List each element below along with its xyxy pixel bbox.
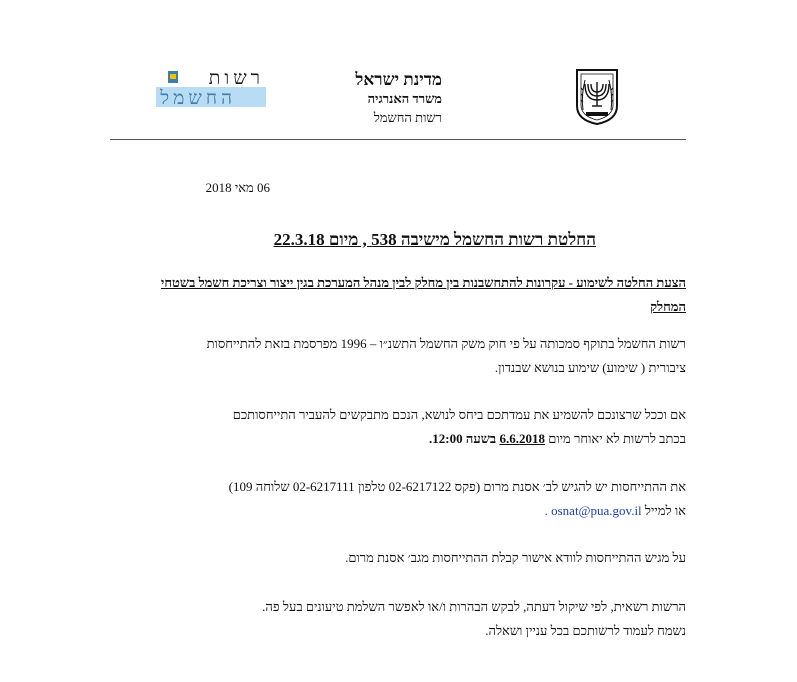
state-emblem-icon	[571, 66, 623, 126]
logo-line-2: החשמל	[160, 87, 236, 109]
paragraph-line	[130, 499, 686, 523]
header-divider	[110, 139, 686, 140]
paragraph-line: אם וככל שרצונכם להשמיע את עמדתכם ביחס לנושא, הנכם מתבקשים להעביר התייחסותכם	[232, 407, 686, 422]
ministry-header	[318, 70, 442, 127]
deadline-date: 6.6.2018	[499, 431, 545, 446]
state-name: מדינת ישראל	[355, 70, 442, 89]
paragraph-line: נשמח לעמוד לרשותכם בכל עניין ושאלה.	[485, 623, 686, 638]
paragraph-line	[130, 427, 686, 451]
paragraph-deadline	[130, 403, 686, 451]
paragraph-confirmation: על מגיש ההתייחסות לוודא אישור קבלת ההתייחסות מגב׳ אסנת מרום.	[345, 550, 686, 565]
document-title: החלטת רשות החשמל מישיבה 538 , מיום 22.3.18	[273, 230, 596, 249]
paragraph-intro	[130, 332, 686, 380]
email-prefix: או למייל	[641, 503, 686, 518]
document-date: 06 מאי 2018	[205, 180, 270, 195]
email-link[interactable]: osnat@pua.gov.il	[551, 503, 642, 518]
paragraph-line: את ההתייחסות יש להגיש לב׳ אסנת מרום (פקס 02-6217122 טלפון 02-6217111 שלוחה 109)	[228, 479, 686, 494]
deadline-time: בשעה 12:00.	[429, 431, 500, 446]
logo-line-1: רשות	[208, 67, 264, 89]
ministry-name: משרד האנרגיה	[367, 91, 442, 106]
paragraph-line: הרשות רשאית, לפי שיקול דעתה, לבקש הבהרות ו/או לאפשר השלמת טיעונים בעל פה.	[262, 599, 686, 614]
document-subject: הצעת החלטה לשימוע - עקרונות להתחשבנות בין מחלק לבין מנהל המערכת בגין ייצור וצריכת חשמל בשטחי המחלק	[160, 275, 686, 314]
paragraph-line: ציבורית ( שימוע) שימוע בנושא שבנדון.	[494, 360, 686, 375]
deadline-prefix: בכתב לרשות לא יאוחר מיום	[544, 431, 686, 446]
paragraph-closing	[130, 595, 686, 643]
email-suffix: .	[544, 503, 552, 518]
electricity-authority-logo	[150, 67, 270, 109]
mini-emblem-icon	[167, 70, 179, 84]
authority-name: רשות החשמל	[373, 110, 442, 125]
paragraph-line: רשות החשמל בתוקף סמכותה על פי חוק משק החשמל התשנ״ו – 1996 מפרסמת בזאת להתייחסות	[206, 336, 686, 351]
paragraph-contact	[130, 475, 686, 523]
